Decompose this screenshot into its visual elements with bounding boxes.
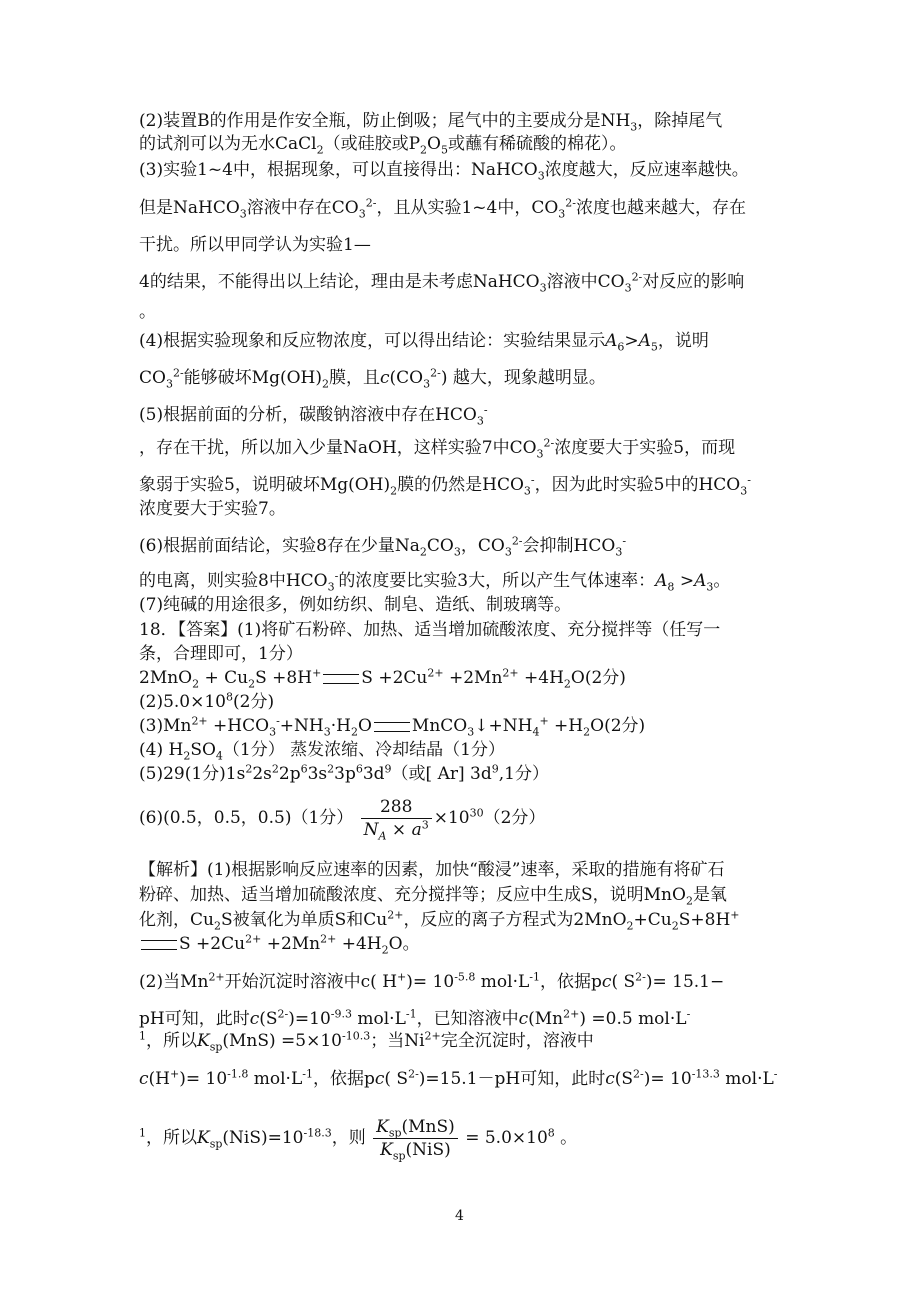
text-line-3: (3)实验1~4中，根据现象，可以直接得出：NaHCO$_3$浓度越大，反应速率越快。 [139, 160, 749, 183]
text-line-2: 的试剂可以为无水CaCl$_2$（或硅胶或$P_2O_5$或蘸有稀硫酸的棉花）。 [139, 134, 627, 157]
text-line-21: $(3)Mn^{2+} +HCO_3^-+NH_3\cdot H_2O$ $MnCO_3↓+NH_4^+ +H_2O(2$分) [139, 714, 646, 739]
text-line-22: (4) $H_2SO_4(1$分） 蒸发浓缩、冷却结晶（1分） [139, 740, 505, 763]
text-line-8: (4)根据实验现象和反应物浓度，可以得出结论：实验结果显示$A_6>A_5$，说明 [139, 331, 709, 354]
text-line-33: $^1$，所以$K_{sp}(NiS)=10^{-18.3}$，则 $\frac{K_{sp}(MnS)}{K_{sp}(NiS)}$ = $5.0\times 10^8$ 。 [139, 1117, 578, 1163]
text-line-28: $S +2Cu^{2+} +2Mn^{2+} +4H_2O$。 [139, 933, 420, 955]
text-line-24: (6)(0.5，0.5，0.5)（1分） $\frac{288}{N_A \times a^3}$ $\times 10^{30}(2$分） [139, 797, 546, 843]
equal-arrow [374, 722, 410, 732]
equal-arrow [323, 674, 359, 684]
text-line-19: $2MnO_2 + Cu_2S +8H^+$ $S +2Cu^{2+} +2Mn^{2+} +4H_2O(2$分) [139, 666, 626, 691]
fraction-ksp: $\frac{K_{sp}(MnS)}{K_{sp}(NiS)}$ [373, 1116, 458, 1161]
equal-arrow [141, 940, 177, 950]
text-line-16: (7)纯碱的用途很多，例如纺织、制皂、造纸、制玻璃等。 [139, 595, 572, 615]
text-line-11: ，存在干扰，所以加入少量NaOH，这样实验7中$CO_3^{2-}$浓度要大于实验5，而现 [139, 436, 736, 461]
text-line-9: $CO_3^{2-}$能够破坏$Mg(OH)_2$膜，且$c(CO_3^{2-})$ 越大，现象越明显。 [139, 366, 606, 391]
text-line-32: $c(H^+)= 10^{-1.8}$ $mol\cdot L^{-1}$，依据pc( $S^{2-})=15.1-pH$可知，此时$c(S^{2-})= 10^{-13.3}$ mol·L- [139, 1067, 778, 1089]
text-line-12: 象弱于实验5，说明破坏$Mg(OH)_2$膜的仍然是$HCO_3^-$，因为此时实验5中的$HCO_3^-$ [139, 473, 751, 498]
text-line-5: 干扰。所以甲同学认为实验1— [139, 235, 371, 255]
text-line-14: (6)根据前面结论，实验8存在少量$Na_2CO_3$，$CO_3^{2-}$会抑制$HCO_3^-$ [139, 534, 627, 559]
text-line-23: (5)29(1分)$1s^22s^22p^63s^23p^63d^9$（或[ Ar] $3d^9,1$分） [139, 762, 549, 784]
text-line-20: $(2)5.0\times 10^8(2$分) [139, 690, 275, 712]
text-line-31: $^1$，所以$K_{sp}(MnS) =5\times 10^{-10.3}$；当$Ni^{2+}$完全沉淀时，溶液中 [139, 1029, 594, 1054]
text-line-18: 条，合理即可，1分） [139, 644, 303, 664]
text-line-13: 浓度要大于实验7。 [139, 499, 286, 519]
text-line-25: 【解析】(1)根据影响反应速率的因素，加快“酸浸”速率，采取的措施有将矿石 [139, 860, 725, 880]
page-number: 4 [455, 1208, 464, 1224]
text-line-7: 。 [139, 302, 156, 322]
text-line-15: 的电离，则实验8中$HCO_3^-$的浓度要比实验3大，所以产生气体速率：$A_8 >A_3$。 [139, 569, 731, 594]
text-line-17: 18．【答案】(1)将矿石粉碎、加热、适当增加硫酸浓度、充分搅拌等（任写一 [139, 620, 721, 640]
text-line-30: pH可知，此时$c(S^{2-})=10^{-9.3}$ $mol\cdot L^{-1}$，已知溶液中$c(Mn^{2+}) =0.5$ mol·L- [139, 1007, 691, 1029]
text-line-10: (5)根据前面的分析，碳酸钠溶液中存在$HCO_3^-$ [139, 403, 488, 428]
text-line-1: (2)装置B的作用是作安全瓶，防止倒吸；尾气中的主要成分是$NH_3$，除掉尾气 [139, 111, 723, 134]
fraction-density: $\frac{288}{N_A \times a^3}$ [361, 796, 432, 841]
text-line-27: 化剂，$Cu_2S$被氧化为单质S和$Cu^{2+}$，反应的离子方程式为$2MnO_2+Cu_2S+8H^+$ [139, 908, 740, 933]
text-line-29: (2)当$Mn^{2+}$开始沉淀时溶液中c( $H^+)= 10^{-5.8}$ $mol\cdot L^{-1}$，依据pc( $S^{2-})= 15.1-$ [139, 970, 725, 992]
text-line-26: 粉碎、加热、适当增加硫酸浓度、充分搅拌等；反应中生成S，说明MnO$_2$是氧 [139, 885, 727, 908]
text-line-4: 但是NaHCO$_3$溶液中存在$CO_3^{2-}$，且从实验1~4中，$CO_3^{2-}$浓度也越来越大，存在 [139, 196, 746, 221]
text-line-6: 4的结果，不能得出以上结论，理由是未考虑NaHCO$_3$溶液中$CO_3^{2-}$对反应的影响 [139, 270, 745, 295]
